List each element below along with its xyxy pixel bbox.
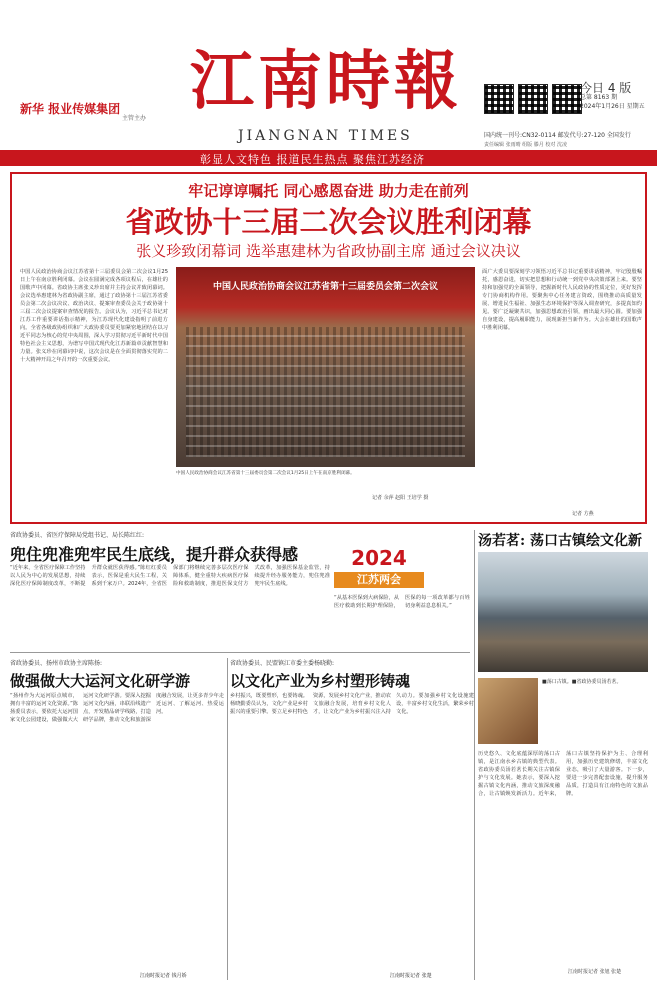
qr-code-icon xyxy=(518,84,548,114)
group-sub: 主管主办 xyxy=(122,115,147,122)
story-headline: 以文化产业为乡村塑形铸魂 xyxy=(230,672,411,690)
story-body: “扬州作为大运河原点城市，拥有丰富的运河文化资源。”陈扬委员表示，要依托大运河国家文化公园建设，做强做大大运河文化研学游。要深入挖掘运河文化内涵，串联沿线遗产点，开发精品研学线路，打造研学品牌，推动文化和旅游深度融合发展，让更多青少年走近运河、了解运河、热爱运河。 xyxy=(10,693,224,723)
column-rule xyxy=(227,658,228,980)
lead-story xyxy=(10,172,647,524)
two-sessions-badge xyxy=(334,546,424,590)
story-kicker: 省政协委员、民盟镇江市委主委杨晓勤: xyxy=(230,660,335,667)
paper-title: 江南時報 xyxy=(190,44,462,119)
story-grand-canal xyxy=(10,658,224,980)
photo-byline: 记者 余萍 赵阳 王培学 摄 xyxy=(372,495,429,501)
story-kicker: 省政协委员、扬州市政协主席陈扬: xyxy=(10,660,103,667)
story-body: “近年来，全省医疗保障工作坚持以人民为中心的发展思想，持续深化医疗保障制度改革，不断提升群众就医获得感。”陈红红委员表示，医保是重大民生工程，关系到千家万户。2024年，全省医保部门将继续完善多层次医疗保障体系，健全重特大疾病医疗保险和救助制度，推进医保支付方式改革，加强医保基金监管，持续提升经办服务能力，兜住兜准兜牢民生底线。 xyxy=(10,565,330,587)
column-rule xyxy=(474,530,475,980)
issue-date: 2024年1月26日 星期五 xyxy=(580,103,645,110)
story-body: 历史悠久、文化底蕴深厚的荡口古镇，是江南水乡古镇的典型代表。省政协委员汤若茗长期关注古镇保护与文化发展。她表示，要深入挖掘古镇文化内涵，推动文旅深度融合，让古镇焕发新活力。近年来，荡口古镇坚持保护为主、合理利用，加强历史建筑修缮，丰富文化业态，吸引了大量游客。下一步，要进一步完善配套设施，提升服务品质，打造具有江南特色的文旅品牌。 xyxy=(478,751,648,797)
lead-body-right: 面广大委员要深刻学习领悟习近平总书记重要讲话精神，牢记殷殷嘱托，感恩奋进，切实把思想和行动统一到党中央决策部署上来。要坚持和加强党的全面领导，把握新时代人民政协的性质定位，更好发挥专门协商机构作用。要聚焦中心任务建言资政，围绕推动高质量发展、增进民生福祉、加强生态环境保护等深入调查研究，多提真知灼见。要广泛凝聚共识，加强思想政治引领，画出最大同心圆。要加强自身建设，提高履职能力，展现新担当新作为。大会在雄壮的国歌声中胜利闭幕。 xyxy=(482,269,642,331)
qr-codes xyxy=(484,84,582,114)
masthead xyxy=(0,0,657,170)
portrait-photo xyxy=(478,678,538,744)
story-headline: 做强做大大运河文化研学游 xyxy=(10,672,191,690)
lead-subhead: 张义珍致闭幕词 选举惠建林为省政协副主席 通过会议决议 xyxy=(136,242,521,260)
lead-body-left: 中国人民政治协商会议江苏省第十三届委员会第二次会议1月25日上午在南京胜利闭幕。会议在圆满完成各项议程后，在雄壮的国歌声中闭幕。省政协主席张义珍出席并主持会议并致闭幕词。会议选举惠建林为省政协副主席，通过了政协第十三届江苏省委员会第二次会议决议、政治决议、提案审查委员会关于政协第十三届二次会议提案审查情况的报告。会议认为，习近平总书记对江苏工作重要讲话指示精神，为江苏现代化建设指明了前进方向。全省各级政协组织和广大政协委员要更加紧密地团结在以习近平同志为核心的党中央周围，深入学习贯彻习近平新时代中国特色社会主义思想，为谱写中国式现代化江苏新篇章贡献智慧和力量。张义珍在闭幕词中说，这次会议是在全面贯彻落实党的二十大精神开局之年召开的一次重要会议。 xyxy=(20,269,168,363)
story-caption: ■荡口古镇。■省政协委员汤若茗。 xyxy=(542,679,622,685)
qr-code-icon xyxy=(484,84,514,114)
story-body: 乡村振兴，既要塑形，也要铸魂。杨晓勤委员认为，文化产业是乡村振兴的重要引擎。要立足乡村特色资源，发展乡村文化产业，推动农文旅融合发展，培育乡村文化人才，让文化产业为乡村振兴注入持久动力。要加强乡村文化设施建设，丰富乡村文化生活，繁荣乡村文化。 xyxy=(230,693,474,715)
story-headline: 兜住兜准兜牢民生底线，提升群众获得感 xyxy=(10,545,299,564)
issue-label: 今日 4 版 xyxy=(580,81,632,95)
story-body-2: “从基本医保到大病保险，从医疗救助到长期护理保险，医保的每一项改革都与百姓切身利益息息相关。” xyxy=(334,595,470,609)
badge-year: 2024 xyxy=(351,546,407,570)
lead-headline: 省政协十三届二次会议胜利闭幕 xyxy=(125,205,532,239)
story-rural-culture xyxy=(230,658,474,980)
story-medical-insurance xyxy=(10,530,470,650)
issue-info xyxy=(580,81,645,111)
qr-code-icon xyxy=(552,84,582,114)
slogan: 彰显人文特色 报道民生热点 聚焦江苏经济 xyxy=(200,153,425,166)
lead-photo xyxy=(176,267,475,467)
issue-number: 总第 8163 期 xyxy=(580,94,618,101)
story-photo xyxy=(478,552,648,672)
registration: 国内统一刊号:CN32-0114 邮发代号:27-120 全国发行 xyxy=(484,132,631,139)
badge-name: 江苏两会 xyxy=(334,572,424,588)
story-byline: 江南时报记者 钱月娇 xyxy=(140,973,187,979)
row-rule xyxy=(10,652,470,653)
lead-byline: 记者 方燕 xyxy=(572,511,594,517)
story-byline: 江南时报记者 张楚 xyxy=(390,973,432,979)
photo-audience xyxy=(186,327,465,457)
story-byline: 江南时报记者 张旭 张楚 xyxy=(568,969,622,975)
story-kicker: 省政协委员、省医疗保障局党组书记、局长陈红红: xyxy=(10,532,145,539)
lead-kicker: 牢记谆谆嘱托 同心感恩奋进 助力走在前列 xyxy=(188,182,469,200)
lead-caption: 中国人民政治协商会议江苏省第十三届委员会第二次会议1月25日上午在南京胜利闭幕。 xyxy=(176,471,355,476)
story-headline: 汤若茗: 荡口古镇绘文化新 xyxy=(478,533,643,549)
story-dangkou xyxy=(478,530,648,980)
paper-title-en: JIANGNAN TIMES xyxy=(238,128,413,144)
editors: 责任编辑 张雨晴 组版 滕月 校对 沈凌 xyxy=(484,142,567,148)
photo-banner: 中国人民政治协商会议江苏省第十三届委员会第二次会议 xyxy=(212,282,438,292)
group-logo: 新华 报业传媒集团 xyxy=(20,102,121,116)
